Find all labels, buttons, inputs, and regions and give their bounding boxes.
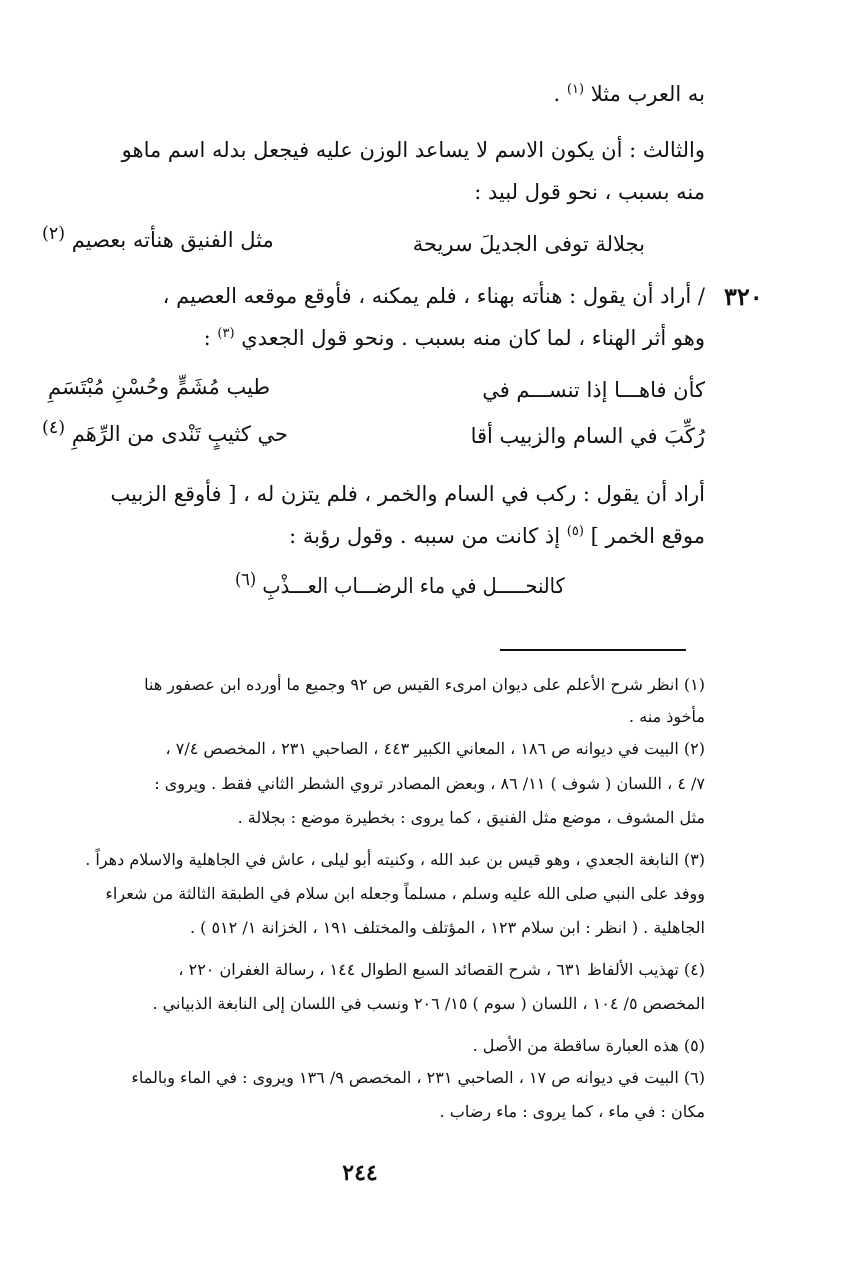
- verse-first-hemistich: رُكِّبَ في السام والزبيب أقا: [470, 424, 705, 448]
- footnote-2-line-2: ٧/ ٤ ، اللسان ( شوف ) ١١/ ٨٦ ، وبعض المصادر تروي الشطر الثاني فقط . ويروى :: [154, 774, 705, 793]
- verse-second-hemistich: [42, 224, 274, 252]
- footnote-6-line-2: مكان : في ماء ، كما يروى : ماء رضاب .: [439, 1102, 705, 1121]
- body-text: إذ كانت من سببه . وقول رؤبة :: [289, 524, 561, 548]
- verse-text: حي كثيبٍ تَنْدى من الرِّهَمِ: [71, 422, 288, 446]
- verse-second-hemistich: [42, 418, 288, 446]
- body-line: / أراد أن يقول : هنأته بهناء ، فلم يمكنه ، فأوقع موقعه العصيم ،: [162, 284, 705, 308]
- footnote-4-line-2: المخصص ٥/ ١٠٤ ، اللسان ( سوم ) ١٥/ ٢٠٦ ونسب في اللسان إلى النابغة الذبياني .: [152, 994, 705, 1013]
- footnote-2-line-3: مثل المشوف ، موضع مثل الفنيق ، كما يروى : بخطيرة موضع : بجلالة .: [237, 808, 705, 827]
- body-line: منه بسبب ، نحو قول لبيد :: [474, 180, 705, 204]
- page-number: ٢٤٤: [342, 1160, 378, 1186]
- footnote-2-line-1: (٢) البيت في ديوانه ص ١٨٦ ، المعاني الكبير ٤٤٣ ، الصاحبي ٢٣١ ، المخصص ٧/٤ ،: [165, 739, 705, 758]
- body-text: موقع الخمر ]: [590, 524, 705, 548]
- verse-single: [235, 570, 565, 598]
- body-line: [204, 326, 705, 350]
- footnote-ref: (٥): [566, 524, 584, 539]
- footnote-6-line-1: (٦) البيت في ديوانه ص ١٧ ، الصاحبي ٢٣١ ، المخصص ٩/ ١٣٦ ويروى : في الماء وبالماء: [131, 1068, 705, 1087]
- body-line: أراد أن يقول : ركب في السام والخمر ، فلم يتزن له ، [ فأوقع الزبيب: [110, 482, 705, 506]
- footnote-1-line-2: مأخوذ منه .: [629, 707, 705, 726]
- body-text: وهو أثر الهناء ، لما كان منه بسبب . ونحو قول الجعدي: [241, 326, 705, 350]
- footnote-3-line-1: (٣) النابغة الجعدي ، وهو قيس بن عبد الله ، وكنيته أبو ليلى ، عاش في الجاهلية والاسلام دهراً .: [85, 850, 705, 869]
- footnote-3-line-3: الجاهلية . ( انظر : ابن سلام ١٢٣ ، المؤتلف والمختلف ١٩١ ، الخزانة ١/ ٥١٢ ) .: [189, 918, 705, 937]
- footnote-ref: (٤): [42, 418, 66, 438]
- verse-text: مثل الفنيق هنأته بعصيم: [71, 228, 274, 252]
- margin-number: ٣٢٠: [724, 282, 763, 311]
- verse-second-hemistich: طيب مُشَمٍّ وحُسْنِ مُبْتَسَمِ: [48, 375, 271, 399]
- footnote-5-line-1: (٥) هذه العبارة ساقطة من الأصل .: [472, 1036, 705, 1055]
- body-text: :: [203, 326, 211, 350]
- footnote-ref: (٣): [217, 326, 235, 341]
- body-line: [554, 82, 706, 106]
- footnote-3-line-2: ووفد على النبي صلى الله عليه وسلم ، مسلماً وجعله ابن سلام في الطبقة الثالثة من شعراء: [105, 884, 705, 903]
- body-line: والثالث : أن يكون الاسم لا يساعد الوزن عليه فيجعل بدله اسم ماهو: [121, 138, 705, 162]
- footnote-ref: (٢): [42, 224, 66, 244]
- body-line: [289, 524, 705, 548]
- footnote-ref: (١): [566, 82, 585, 97]
- footnote-4-line-1: (٤) تهذيب الألفاظ ٦٣١ ، شرح القصائد السبع الطوال ١٤٤ ، رسالة الغفران ٢٢٠ ،: [178, 960, 705, 979]
- footnote-1-line-1: (١) انظر شرح الأعلم على ديوان امرىء القيس ص ٩٢ وجميع ما أورده ابن عصفور هنا: [144, 675, 705, 694]
- footnote-separator: [500, 649, 686, 651]
- body-text: .: [553, 82, 561, 106]
- verse-text: كالنحـــــل في ماء الرضـــاب العـــذْبِ: [262, 574, 565, 598]
- verse-first-hemistich: بجلالة توفى الجديلَ سريحة: [412, 232, 645, 256]
- footnote-ref: (٦): [235, 570, 257, 590]
- body-text: به العرب مثلا: [590, 82, 705, 106]
- verse-first-hemistich: كأن فاهـــا إذا تنســـم في: [482, 378, 705, 402]
